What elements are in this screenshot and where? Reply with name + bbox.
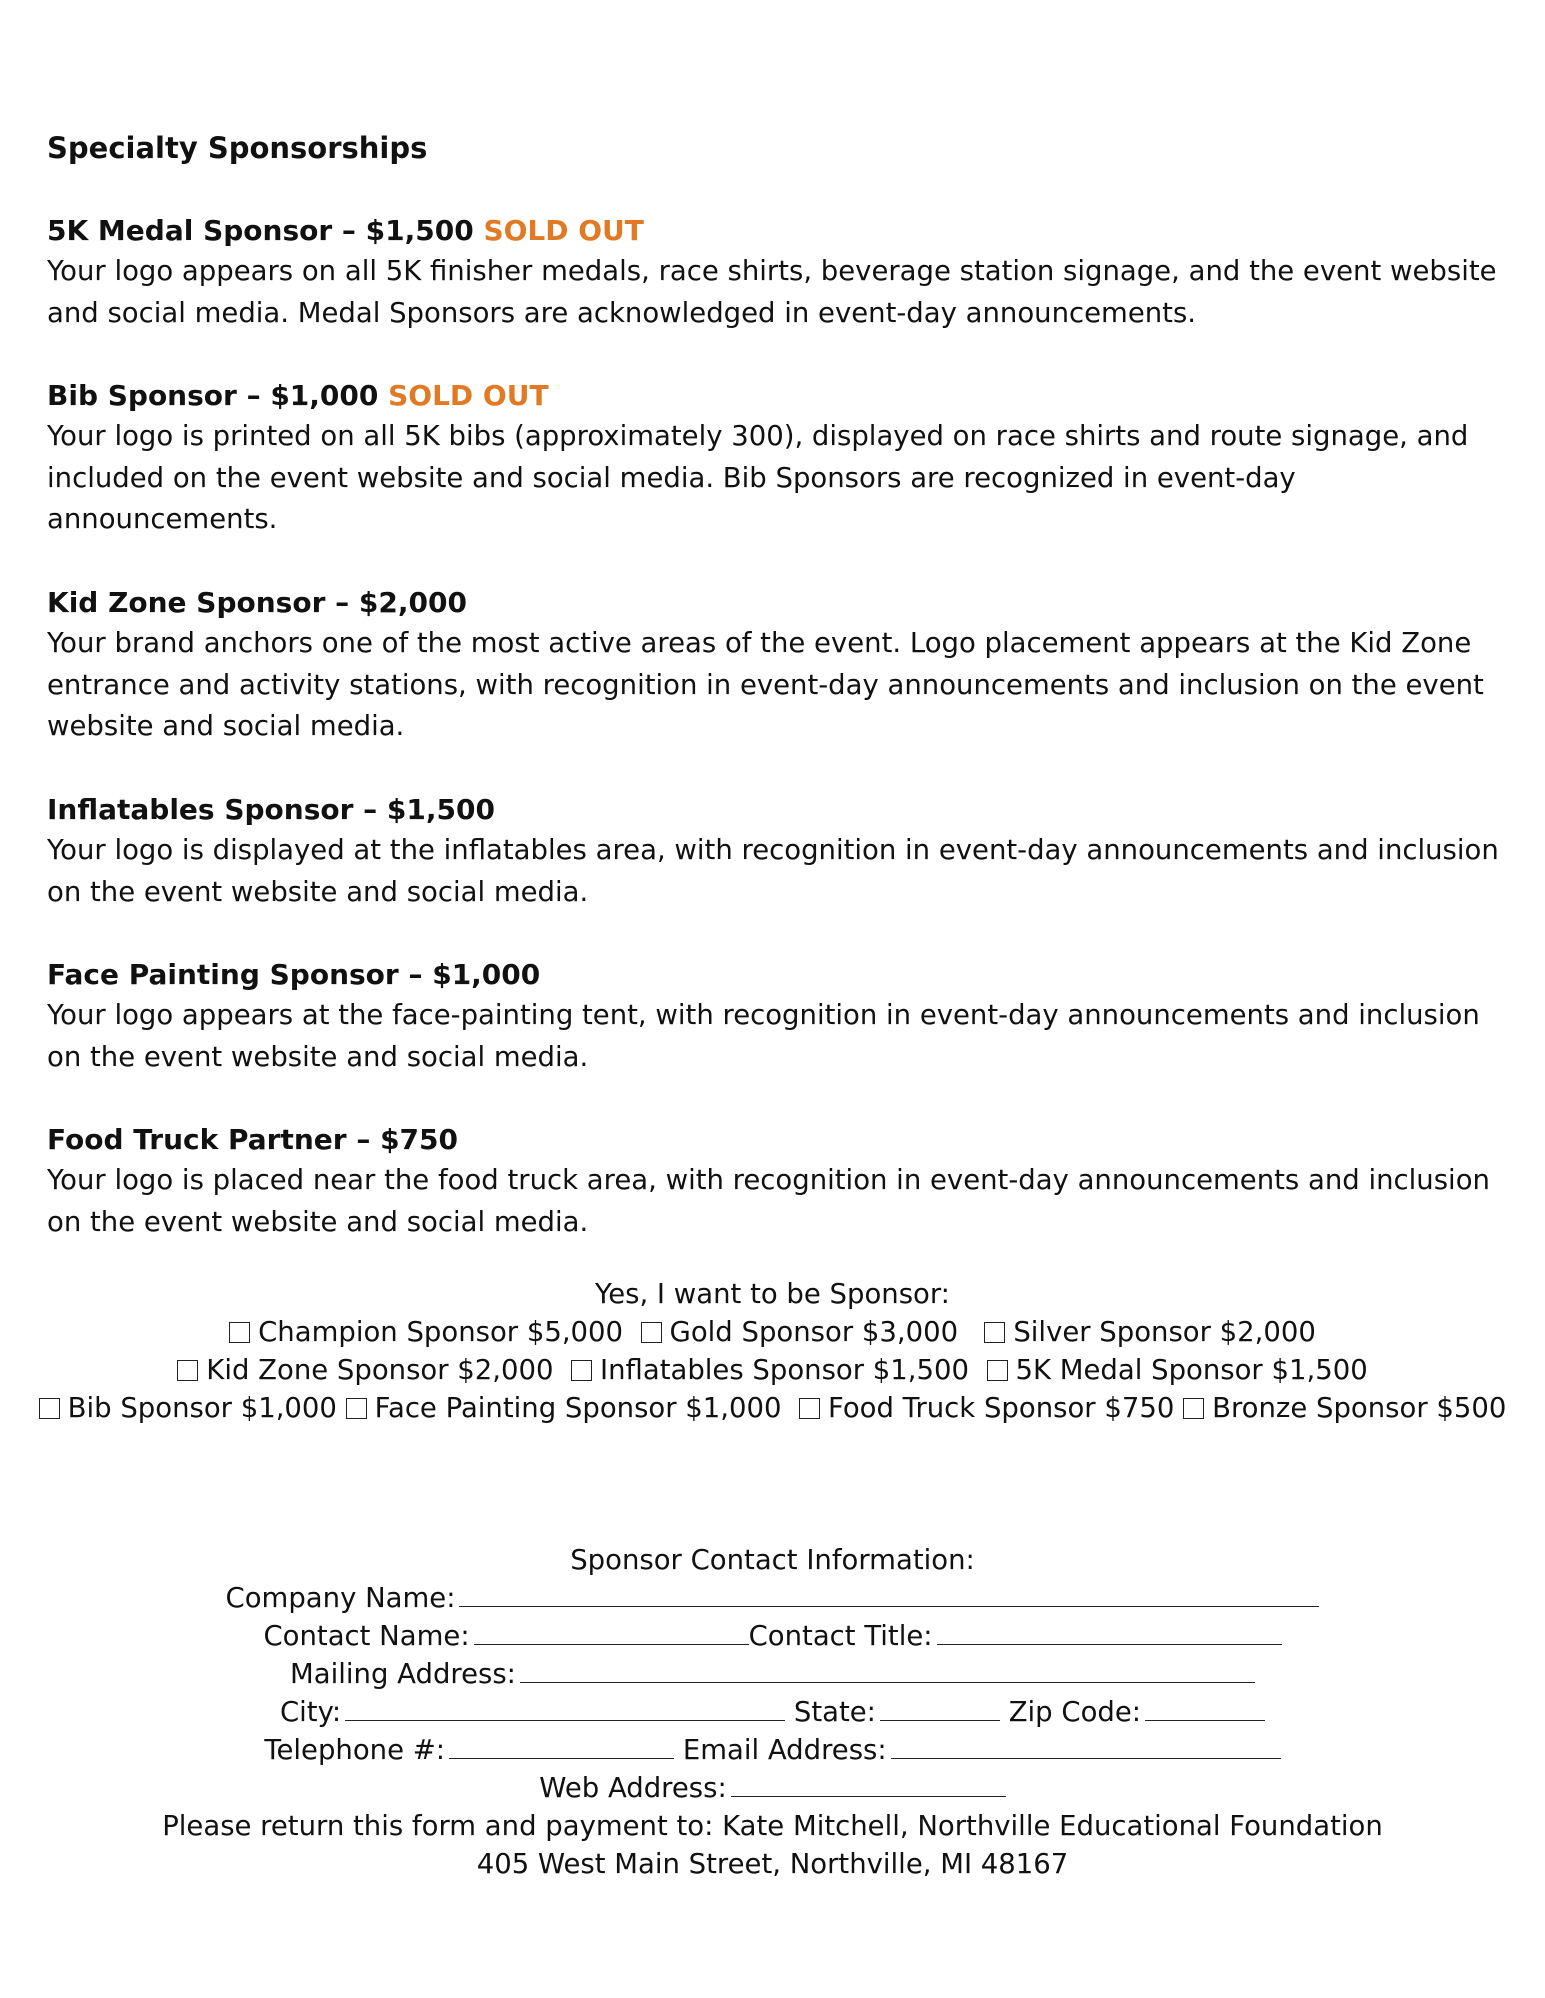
contact-row xyxy=(0,1579,1545,1617)
sponsorship-section-food-truck xyxy=(47,1120,1507,1243)
sponsor-option-champion[interactable] xyxy=(229,1316,623,1348)
option-label: Kid Zone Sponsor $2,000 xyxy=(206,1354,554,1386)
signup-row xyxy=(0,1389,1545,1427)
option-label: Gold Sponsor $3,000 xyxy=(669,1316,959,1348)
section-title xyxy=(47,211,1507,251)
sponsor-signup xyxy=(0,1275,1545,1427)
section-description xyxy=(47,995,1507,1078)
checkbox-icon[interactable] xyxy=(229,1322,250,1343)
signup-row xyxy=(0,1313,1545,1351)
sponsor-option-food-truck[interactable] xyxy=(799,1392,1174,1424)
contact-row xyxy=(0,1693,1545,1731)
sponsor-option-5k-medal[interactable] xyxy=(987,1354,1368,1386)
section-title-text: Bib Sponsor – $1,000 xyxy=(47,379,379,412)
section-description xyxy=(47,623,1507,748)
company-name-field[interactable] xyxy=(459,1605,1319,1607)
signup-row xyxy=(0,1351,1545,1389)
description-line: Your logo appears on all 5K finisher medals, race shirts, beverage station signage, and the event website xyxy=(47,255,1497,287)
checkbox-icon[interactable] xyxy=(39,1398,60,1419)
sold-out-badge: SOLD OUT xyxy=(483,214,644,247)
description-line: Your brand anchors one of the most active areas of the event. Logo placement appears at the Kid Zone xyxy=(47,627,1472,659)
contact-name-field[interactable] xyxy=(474,1643,749,1645)
option-label: Inflatables Sponsor $1,500 xyxy=(599,1354,970,1386)
option-label: Silver Sponsor $2,000 xyxy=(1013,1316,1316,1348)
option-label: 5K Medal Sponsor $1,500 xyxy=(1015,1354,1368,1386)
contact-title-label: Contact Title: xyxy=(748,1620,933,1652)
section-description xyxy=(47,251,1507,334)
checkbox-icon[interactable] xyxy=(1183,1398,1204,1419)
contact-row xyxy=(0,1769,1545,1807)
checkbox-icon[interactable] xyxy=(984,1322,1005,1343)
mailing-address-field[interactable] xyxy=(520,1681,1255,1683)
section-title-text: 5K Medal Sponsor – $1,500 xyxy=(47,214,474,247)
option-label: Food Truck Sponsor $750 xyxy=(828,1392,1175,1424)
contact-row xyxy=(0,1731,1545,1769)
section-description xyxy=(47,416,1507,541)
description-line: on the event website and social media. xyxy=(47,875,589,908)
sponsorship-section-bib xyxy=(47,376,1507,541)
sponsor-option-silver[interactable] xyxy=(984,1316,1316,1348)
contact-row xyxy=(0,1617,1545,1655)
return-address: 405 West Main Street, Northville, MI 48167 xyxy=(476,1848,1069,1880)
description-line: on the event website and social media. xyxy=(47,1040,589,1073)
sponsorship-section-face-painting xyxy=(47,955,1507,1078)
checkbox-icon[interactable] xyxy=(799,1398,820,1419)
section-description xyxy=(47,830,1507,913)
description-line: entrance and activity stations, with recognition in event-day announcements and inclusion on the event xyxy=(47,668,1484,701)
description-line: Your logo is displayed at the inflatables area, with recognition in event-day announcements and inclusion xyxy=(47,834,1499,866)
sponsor-option-face-painting[interactable] xyxy=(346,1392,782,1424)
description-line: and social media. Medal Sponsors are acknowledged in event-day announcements. xyxy=(47,296,1197,329)
section-title: Face Painting Sponsor – $1,000 xyxy=(47,958,541,991)
checkbox-icon[interactable] xyxy=(346,1398,367,1419)
description-line: Your logo appears at the face-painting tent, with recognition in event-day announcements and inclusion xyxy=(47,999,1480,1031)
telephone-label: Telephone #: xyxy=(264,1734,446,1766)
contact-title: Sponsor Contact Information: xyxy=(570,1544,975,1576)
checkbox-icon[interactable] xyxy=(641,1322,662,1343)
mailing-address-label: Mailing Address: xyxy=(290,1658,516,1690)
section-title xyxy=(47,376,1507,416)
contact-information xyxy=(0,1541,1545,1883)
state-label: State: xyxy=(793,1696,876,1728)
sponsor-option-inflatables[interactable] xyxy=(571,1354,969,1386)
option-label: Bib Sponsor $1,000 xyxy=(67,1392,337,1424)
sponsorship-section-medal xyxy=(47,211,1507,334)
sponsor-option-kid-zone[interactable] xyxy=(177,1354,553,1386)
checkbox-icon[interactable] xyxy=(177,1360,198,1381)
web-address-field[interactable] xyxy=(731,1795,1006,1797)
state-field[interactable] xyxy=(880,1719,1000,1721)
email-field[interactable] xyxy=(891,1757,1281,1759)
city-field[interactable] xyxy=(345,1719,785,1721)
description-line: Your logo is printed on all 5K bibs (approximately 300), displayed on race shirts and route signage, and xyxy=(47,420,1469,452)
signup-prompt: Yes, I want to be Sponsor: xyxy=(595,1278,950,1310)
city-label: City: xyxy=(279,1696,342,1728)
option-label: Champion Sponsor $5,000 xyxy=(258,1316,624,1348)
description-line: website and social media. xyxy=(47,710,405,742)
sold-out-badge: SOLD OUT xyxy=(388,379,549,412)
sponsor-option-bib[interactable] xyxy=(39,1392,337,1424)
section-description xyxy=(47,1160,1507,1243)
contact-title-field[interactable] xyxy=(937,1643,1282,1645)
web-address-label: Web Address: xyxy=(539,1772,727,1804)
description-line: on the event website and social media. xyxy=(47,1205,589,1238)
section-title: Inflatables Sponsor – $1,500 xyxy=(47,793,495,826)
email-label: Email Address: xyxy=(682,1734,887,1766)
contact-name-label: Contact Name: xyxy=(263,1620,470,1652)
description-line: included on the event website and social media. Bib Sponsors are recognized in event-day xyxy=(47,461,1296,494)
sponsor-option-gold[interactable] xyxy=(641,1316,959,1348)
return-instructions: Please return this form and payment to: Kate Mitchell, Northville Educational Foundation xyxy=(162,1810,1383,1842)
option-label: Bronze Sponsor $500 xyxy=(1212,1392,1507,1424)
option-label: Face Painting Sponsor $1,000 xyxy=(374,1392,782,1424)
sponsor-option-bronze[interactable] xyxy=(1183,1392,1506,1424)
zip-label: Zip Code: xyxy=(1008,1696,1142,1728)
checkbox-icon[interactable] xyxy=(571,1360,592,1381)
contact-row xyxy=(0,1655,1545,1693)
description-line: Your logo is placed near the food truck area, with recognition in event-day announcements and inclusion xyxy=(47,1164,1490,1196)
section-title: Food Truck Partner – $750 xyxy=(47,1123,459,1156)
sponsorship-section-kid-zone xyxy=(47,583,1507,748)
telephone-field[interactable] xyxy=(449,1757,674,1759)
checkbox-icon[interactable] xyxy=(987,1360,1008,1381)
company-name-label: Company Name: xyxy=(225,1582,456,1614)
section-title: Kid Zone Sponsor – $2,000 xyxy=(47,586,467,619)
zip-field[interactable] xyxy=(1145,1719,1265,1721)
page-heading: Specialty Sponsorships xyxy=(47,131,428,165)
description-line: announcements. xyxy=(47,503,278,535)
sponsorship-section-inflatables xyxy=(47,790,1507,913)
